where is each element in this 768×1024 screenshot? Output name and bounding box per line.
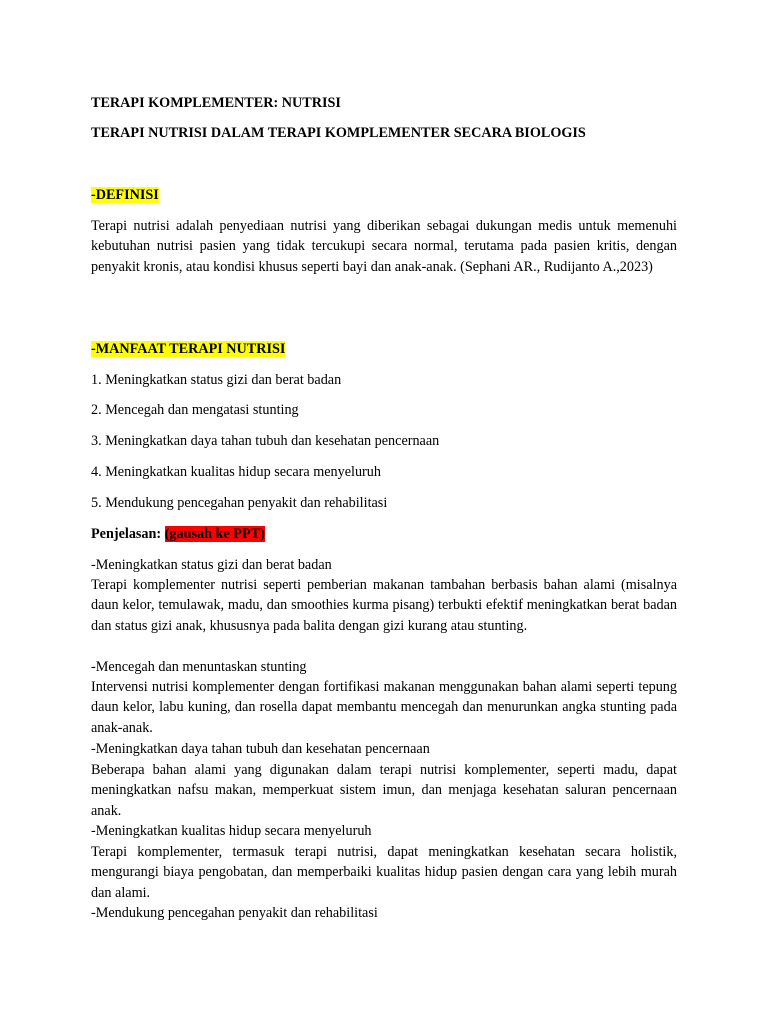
manfaat-list-item: 4. Meningkatkan kualitas hidup secara menyeluruh: [91, 464, 381, 480]
penjelasan-section-body: Terapi komplementer, termasuk terapi nutrisi, dapat meningkatkan kesehatan secara holistik, mengurangi biaya pengobatan, dan memperbaiki kualitas hidup pasien dengan cara yang lebih murah dan alami.: [91, 844, 677, 901]
manfaat-list-item: 1. Meningkatkan status gizi dan berat badan: [91, 372, 342, 388]
manfaat-list-item: 3. Meningkatkan daya tahan tubuh dan kesehatan pencernaan: [91, 433, 440, 449]
penjelasan-section-body: Terapi komplementer nutrisi seperti pemberian makanan tambahan berbasis bahan alami (misalnya daun kelor, temulawak, madu, dan smoothies kurma pisang) terbukti efektif meningkatkan berat badan dan status gizi anak, khususnya pada balita dengan gizi kurang atau stunting.: [91, 577, 677, 634]
manfaat-heading: [91, 339, 285, 359]
penjelasan-section-heading: -Meningkatkan status gizi dan berat badan: [91, 557, 332, 573]
penjelasan-section-body: Beberapa bahan alami yang digunakan dalam terapi nutrisi komplementer, seperti madu, dapat meningkatkan nafsu makan, memperkuat sistem imun, dan menjaga kesehatan saluran pencernaan anak.: [91, 762, 677, 819]
penjelasan-section-heading: -Mendukung pencegahan penyakit dan rehabilitasi: [91, 905, 378, 921]
penjelasan-section-heading: -Mencegah dan menuntaskan stunting: [91, 659, 307, 675]
manfaat-list-item: 5. Mendukung pencegahan penyakit dan rehabilitasi: [91, 495, 388, 511]
manfaat-list-item: 2. Mencegah dan mengatasi stunting: [91, 402, 299, 418]
document-subtitle: TERAPI NUTRISI DALAM TERAPI KOMPLEMENTER SECARA BIOLOGIS: [91, 125, 586, 141]
penjelasan-note: (gausah ke PPT): [164, 526, 265, 542]
definisi-heading: [91, 185, 159, 205]
penjelasan-label: Penjelasan:: [91, 526, 162, 542]
penjelasan-heading: [91, 524, 265, 544]
document-title: TERAPI KOMPLEMENTER: NUTRISI: [91, 95, 341, 111]
definisi-heading-text: -DEFINISI: [91, 187, 159, 203]
manfaat-heading-text: -MANFAAT TERAPI NUTRISI: [91, 341, 286, 357]
definisi-paragraph: Terapi nutrisi adalah penyediaan nutrisi yang diberikan sebagai dukungan medis untuk memenuhi kebutuhan nutrisi pasien yang tidak tercukupi secara normal, terutama pada pasien kritis, dengan penyakit kronis, atau kondisi khusus seperti bayi dan anak-anak. (Sephani AR., Rudijanto A.,2023): [91, 218, 677, 275]
penjelasan-section-heading: -Meningkatkan kualitas hidup secara menyeluruh: [91, 823, 372, 839]
penjelasan-section-heading: -Meningkatkan daya tahan tubuh dan kesehatan pencernaan: [91, 741, 430, 757]
penjelasan-section-body: Intervensi nutrisi komplementer dengan fortifikasi makanan menggunakan bahan alami seperti tepung daun kelor, labu kuning, dan rosella dapat membantu mencegah dan menurunkan angka stunting pada anak-anak.: [91, 679, 677, 736]
